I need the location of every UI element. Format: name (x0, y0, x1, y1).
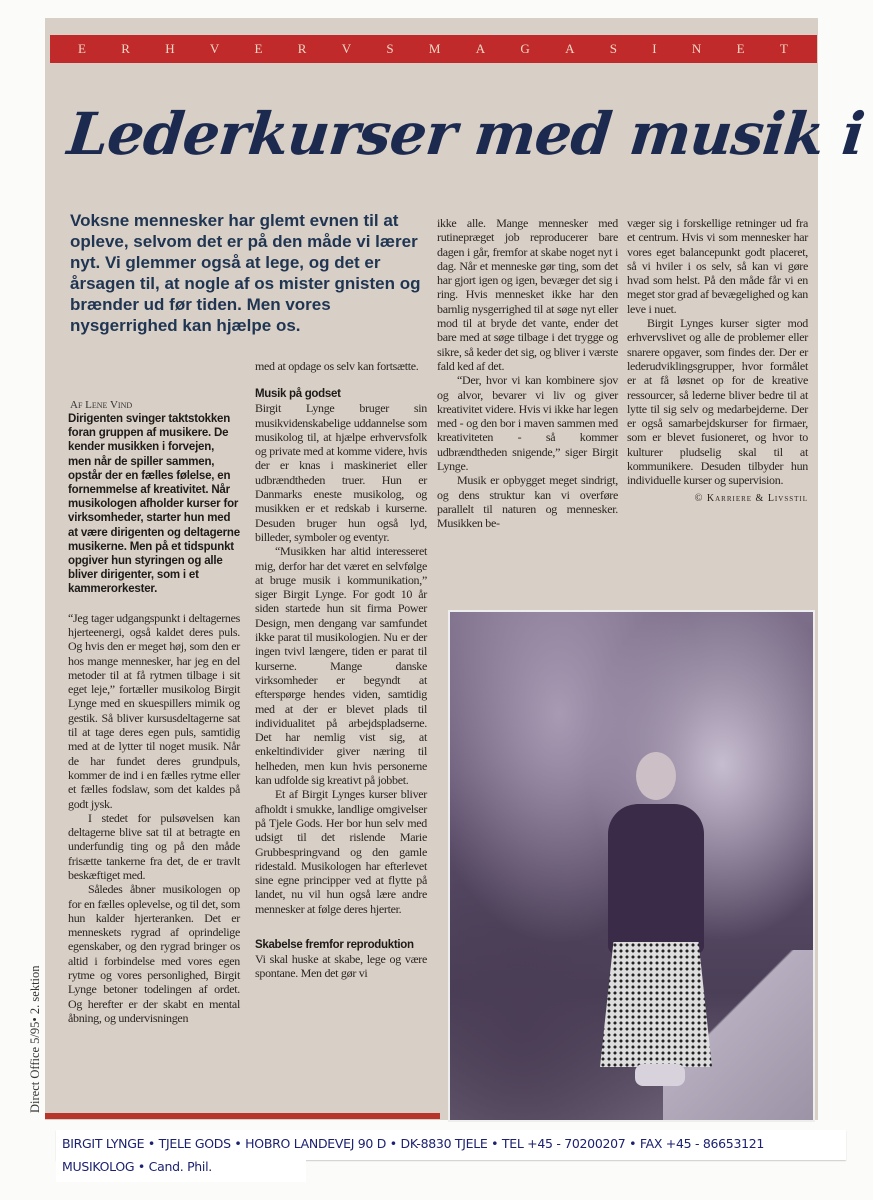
side-note: Direct Office 5/95• 2. sektion (28, 965, 42, 1113)
subheading: Musik på godset (255, 388, 341, 401)
section-header-letter: E (254, 41, 264, 56)
section-header-letter: A (475, 41, 487, 56)
article-title: Lederkurser med musik i (64, 100, 868, 168)
column-4 (627, 216, 808, 506)
section-header-letter: R (121, 41, 131, 56)
paragraph: “Musikken har altid interesseret mig, derfor har det været en selvfølge at bruge musik i kommunikation,” siger Birgit Lynge. For godt 10 år siden startede hun sit firma Power Design, men dengang var samfundet ikke parat til musikologien. Nu er der ingen tvivl længere, tiden er parat til kurserne. Mange danske virksomheder er begyndt at efterspørge hendes viden, samtidig med at der er blevet plads til individualitet på arbejdspladserne. Det har nemlig vist sig, at enkeltindivider giver næring til helheden, men kun hvis personerne kan udfolde sig kreativt på jobbet. (255, 544, 427, 788)
section-header-letter: H (165, 41, 176, 56)
section-header-letter: E (736, 41, 746, 56)
woman-skirt (600, 942, 712, 1067)
paragraph: I stedet for pulsøvelsen kan deltagerne blive sat til at betragte en underfundig ting og på den måde frisætte tankerne fra det, de er travlt beskæftiget med. (68, 810, 240, 882)
intro-paragraph: Dirigenten svinger taktstokken foran gruppen af musikere. De kender musikken i forvejen, men når de spiller sammen, opstår der en fælles følelse, en fornemmelse af kreativitet. Når musikologen afholder kurser for virksomheder, starter hun med at være dirigenten og deltagerne musikerne. Men på et tidspunkt opgiver hun styringen og alle bliver dirigenter, som i et kammerorkester. (68, 413, 240, 596)
section-header-letter: G (520, 41, 531, 56)
column-2 (255, 359, 427, 981)
woman-blouse (608, 804, 704, 954)
paragraph: Et af Birgit Lynges kurser bliver afholdt i smukke, landlige omgivelser på Tjele Gods. Her bor hun selv med udsigt til det rislende Marie Grubbespringvand og den gamle ridestald. Musikologen har efterlevet sine egne principper ved at flytte på landet, nu vil hun også lære andre mennesker at følge deres hjerter. (255, 787, 427, 916)
paragraph: Vi skal huske at skabe, lege og være spontane. Men det gør vi (255, 951, 427, 981)
section-header-letter: A (565, 41, 576, 56)
section-header-letter: T (779, 41, 789, 56)
photo-credit: © Karriere & Livsstil (694, 492, 808, 504)
paragraph: Birgit Lynges kurser sigter mod erhvervslivet og alle de problemer eller snarere opgaver, som findes der. Der er lederudviklingsgrupper, hvor formålet er at få løsnet op for de kreative ressourcer, så lederne bliver bedre til at lytte til sig selv og medarbejderne. Der er også samarbejdskurser for firmaer, som er blevet fusioneret, og hvor to kulturer pludselig skal til at kommunikere. Desuden tilbyder hun individuelle kurser og supervision. (627, 316, 808, 488)
profession-line: MUSIKOLOG • Cand. Phil. (62, 1159, 212, 1174)
section-header-letter: M (428, 41, 442, 56)
woman-head (636, 752, 676, 800)
paragraph: “Der, hvor vi kan kombinere sjov og alvor, bevarer vi liv og giver kreativitet videre. Hvis vi ikke har legen med - og den bor i maven sammen med kreativiteten - så kommer udbrændtheden snigende,” siger Birgit Lynge. (437, 373, 619, 474)
section-header-letter: S (386, 41, 395, 56)
column-1 (68, 412, 240, 1025)
paragraph: ikke alle. Mange mennesker med rutinepræget job reproducerer bare dagen i går, fremfor at skabe noget nyt i dag. Når et menneske gør ting, som det har gjort igen og igen, bevæger det sig i ring. Hvis mennesket ikke har den barnlig nysgerrighed til at søge nyt eller mod til at bryde det vante, ender det bare med at søge tilbage i det trygge og sikre, så keder det sig, og bliver i værste fald ked af det. (437, 216, 618, 373)
column-3 (437, 216, 618, 531)
section-header-bar (50, 35, 817, 63)
paragraph: “Jeg tager udgangspunkt i deltagernes hjerteenergi, også kaldet deres puls. Og hvis den er meget høj, som den er hos mange mennesker, har jeg en del metoder til at få rytmen tilbage i sit eget leje,” fortæller musikolog Birgit Lynge med en skuespillers mimik og gestik. Så bliver kursusdeltagerne sat til at tage deres egen puls, samtidig med at de lytter til noget musik. Når de har fundet deres grundpuls, kommer de ind i en fælles rytme eller et fælles fodslaw, som det kaldes på godt jysk. (68, 610, 240, 811)
paragraph: væger sig i forskellige retninger ud fra et centrum. Hvis vi som mennesker har vores eget balancepunkt godt placeret, så vi hviler i os selv, så kan vi gøre hvad som helst. På den måde får vi en meget stor grad af bevægelighed og kan leve i nuet. (627, 216, 808, 316)
section-header-letter: V (209, 41, 221, 56)
paragraph: med at opdage os selv kan fortsætte. (255, 359, 419, 373)
paragraph: Birgit Lynge bruger sin musikvidenskabelige uddannelse som musikolog til, at hjælpe erhvervsfolk og private med at komme videre, hvis der er knas i maskineriet eller udbrændtheden truer. Hun er Danmarks eneste musikolog, og musikken er et redskab i kurserne. Desuden bruger hun også lyd, billeder, symboler og eventyr. (255, 401, 427, 544)
article-lead: Voksne mennesker har glemt evnen til at opleve, selvom det er på den måde vi lærer nyt. Vi glemmer også at lege, og det er årsagen til, at nogle af os mister gnisten og brænder ud før tiden. Men vores nysgerrighed kan hjælpe os. (70, 211, 421, 335)
section-header-letter: I (652, 41, 658, 56)
section-header-letter: V (341, 41, 353, 56)
woman-shoes (635, 1064, 685, 1086)
bottom-rule (45, 1113, 440, 1119)
section-header-letter: R (297, 41, 308, 56)
portrait-photo (448, 610, 815, 1122)
byline: Af Lene Vind (70, 399, 133, 411)
section-header-letter: N (691, 41, 703, 56)
section-header-letter: E (78, 41, 87, 56)
contact-line: BIRGIT LYNGE • TJELE GODS • HOBRO LANDEVEJ 90 D • DK-8830 TJELE • TEL +45 - 70200207 • FAX +45 - 86653121 (62, 1136, 765, 1151)
subheading: Skabelse fremfor reproduktion (255, 938, 414, 951)
paragraph: Musik er opbygget meget sindrigt, og dens struktur kan vi overføre parallelt til naturen og mennesker. Musikken be- (437, 473, 618, 531)
paragraph: Således åbner musikologen op for en fælles oplevelse, og til det, som hun kalder hjerteranken. Det er menneskets rygrad af oprindelige egenskaber, og den rygrad bringer os altid i forbindelse med vores egen rytme og vores personlighed, Birgit Lynge betoner todelingen af ordet. Og herefter er der skabt en mental åbning, og undervisningen (68, 882, 240, 1025)
section-header-letter: S (609, 41, 618, 56)
